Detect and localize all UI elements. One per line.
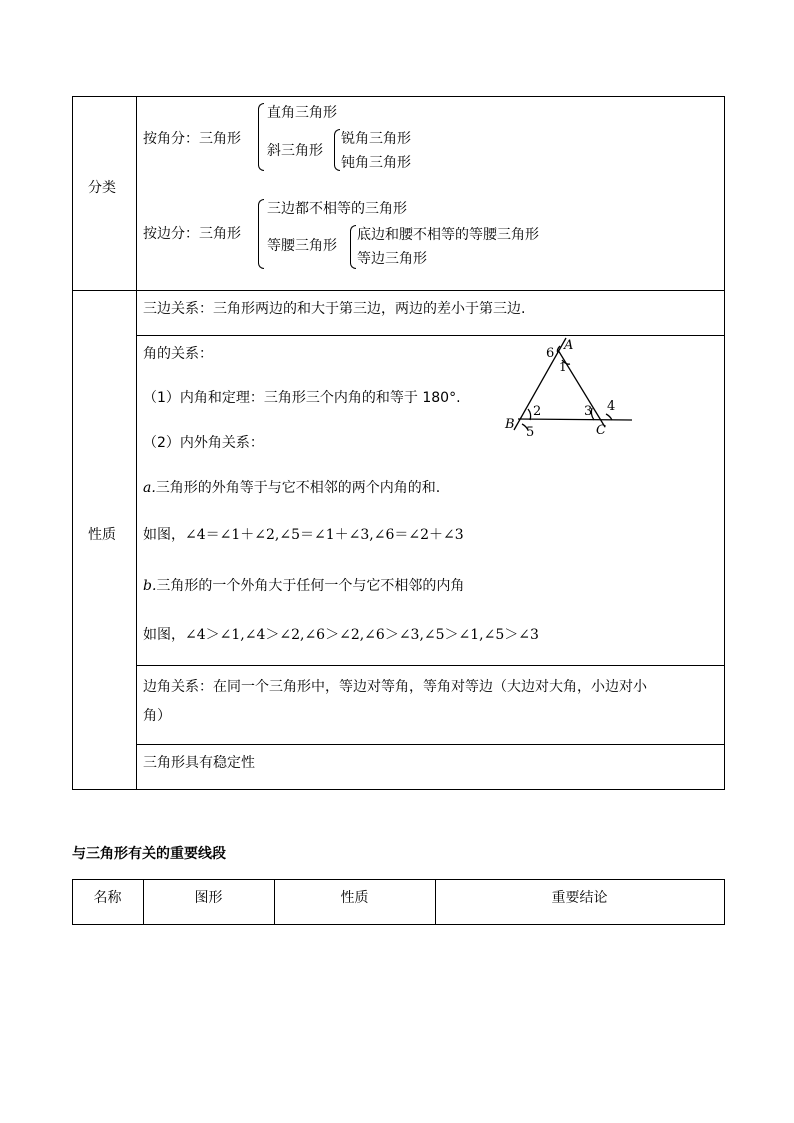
rule-a-example-formula: ∠4＝∠1＋∠2,∠5＝∠1＋∠3,∠6＝∠2＋∠3 <box>185 527 464 543</box>
interior-exterior-text: （2）内外角关系： <box>143 435 264 451</box>
angle-2-label: 2 <box>533 404 542 419</box>
angle-relation-title: 角的关系： <box>143 346 213 362</box>
rule-a-example-prefix: 如图， <box>143 527 185 543</box>
rule-b-example <box>143 624 539 644</box>
column-header-name: 名称 <box>93 890 122 906</box>
column-header-figure: 图形 <box>194 890 223 906</box>
side-brace <box>258 199 264 269</box>
by-side-label: 按边分：三角形 <box>143 226 241 242</box>
scalene-triangle-label: 三边都不相等的三角形 <box>267 201 407 217</box>
right-triangle-label: 直角三角形 <box>267 105 337 121</box>
isosceles-triangle-label: 等腰三角形 <box>267 238 337 254</box>
angle-4-arc <box>606 414 612 420</box>
section-title: 与三角形有关的重要线段 <box>72 846 226 862</box>
interior-sum-text: （1）内角和定理：三角形三个内角的和等于 180°. <box>143 390 461 406</box>
triangle-figure <box>500 336 640 441</box>
angle-6-label: 6 <box>546 346 555 361</box>
side-bc-extended <box>518 419 632 420</box>
equilateral-triangle-label: 等边三角形 <box>357 251 427 267</box>
vertex-a-label: A <box>564 338 574 353</box>
rule-a-example <box>143 524 464 544</box>
isosceles-non-equal-label: 底边和腰不相等的等腰三角形 <box>357 227 539 243</box>
obtuse-triangle-label: 钝角三角形 <box>341 155 411 171</box>
oblique-brace <box>334 129 340 171</box>
angle-3-label: 3 <box>584 404 593 419</box>
rule-a-body: 三角形的外角等于与它不相邻的两个内角的和. <box>155 480 441 496</box>
column-header-property: 性质 <box>340 890 369 906</box>
vertex-c-label: C <box>596 423 606 438</box>
rule-b-body: 三角形的一个外角大于任何一个与它不相邻的内角 <box>156 578 465 594</box>
by-angle-label: 按角分：三角形 <box>143 131 241 147</box>
angle-2-arc <box>528 409 531 420</box>
angle-4-label: 4 <box>607 399 616 414</box>
rule-b-example-formula: ∠4＞∠1,∠4＞∠2,∠6＞∠2,∠6＞∠3,∠5＞∠1,∠5＞∠3 <box>185 627 539 643</box>
vertex-b-label: B <box>505 417 515 432</box>
angle-5-label: 5 <box>526 425 535 440</box>
rule-b-prefix: b. <box>143 578 157 594</box>
rule-b-text <box>143 575 464 595</box>
isosceles-brace <box>350 225 356 269</box>
angle-1-label: 1 <box>559 360 567 374</box>
angle-brace <box>258 103 264 171</box>
rule-a-prefix: a. <box>143 480 156 496</box>
properties-header: 性质 <box>88 527 116 543</box>
side-angle-relation-line1: 边角关系：在同一个三角形中，等边对等角，等角对等边（大边对大角，小边对小 <box>143 679 647 695</box>
side-angle-relation-line2: 角） <box>143 708 171 724</box>
rule-b-example-prefix: 如图， <box>143 627 185 643</box>
rule-a-text <box>143 477 440 497</box>
oblique-triangle-label: 斜三角形 <box>267 143 323 159</box>
side-relation-text: 三边关系：三角形两边的和大于第三边，两边的差小于第三边. <box>143 301 526 317</box>
column-header-conclusion: 重要结论 <box>551 890 608 906</box>
classification-header: 分类 <box>88 180 116 196</box>
acute-triangle-label: 锐角三角形 <box>341 131 411 147</box>
stability-text: 三角形具有稳定性 <box>143 755 255 771</box>
